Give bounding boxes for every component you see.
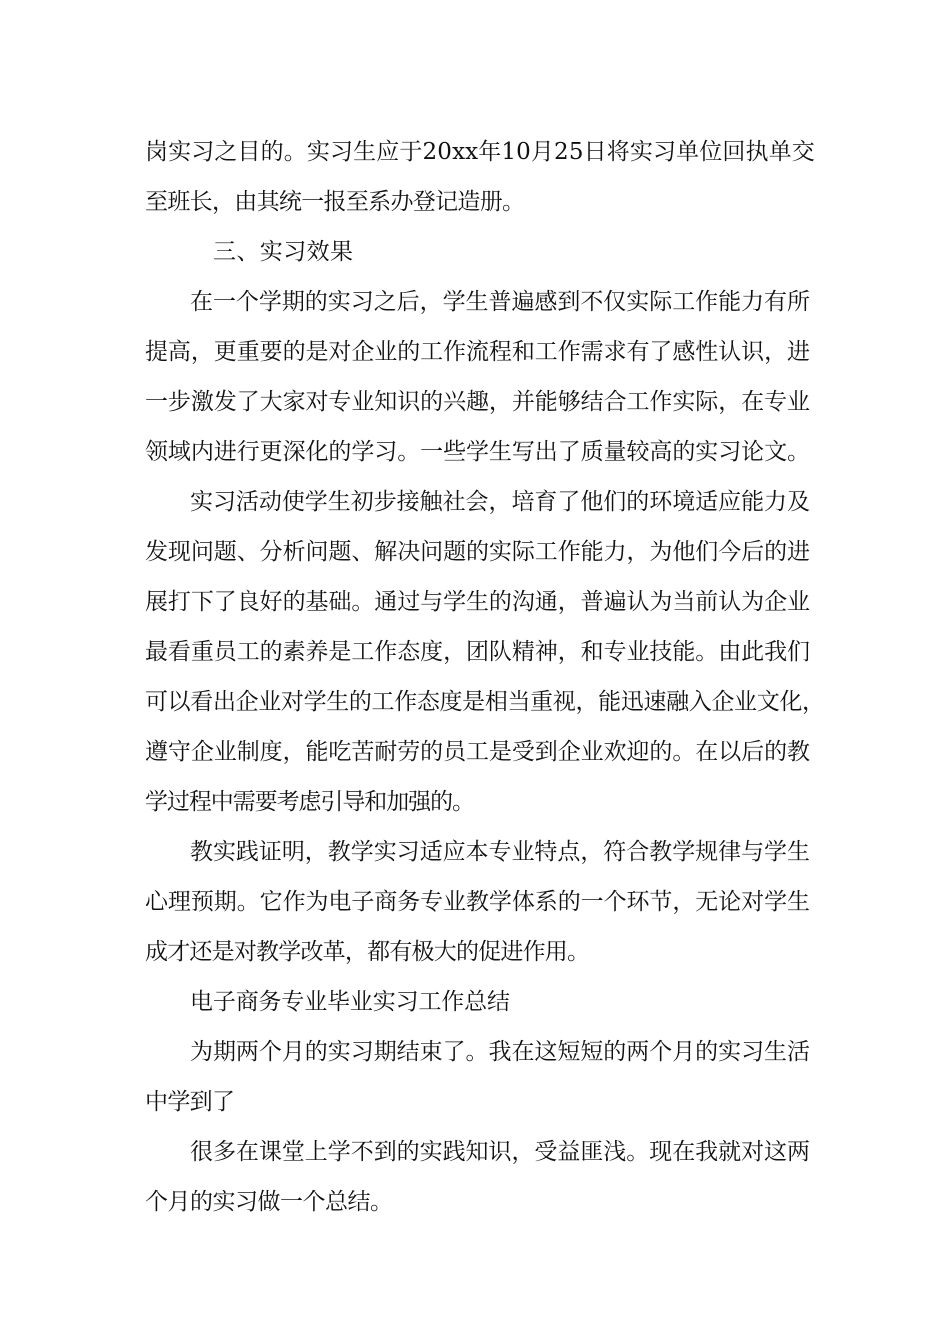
text-line: 心理预期。它作为电子商务专业教学体系的一个环节，无论对学生	[145, 889, 810, 915]
document-title: 电子商务专业毕业实习工作总结	[190, 989, 510, 1015]
text-line: 可以看出企业对学生的工作态度是相当重视，能迅速融入企业文化，	[145, 689, 825, 715]
text-line: 成才还是对教学改革，都有极大的促进作用。	[145, 939, 590, 965]
text-line: 岗实习之目的。实习生应于20xx年10月25日将实习单位回执单交	[145, 139, 815, 165]
text-line: 展打下了良好的基础。通过与学生的沟通，普遍认为当前认为企业	[145, 589, 810, 615]
text-line: 实习活动使学生初步接触社会，培育了他们的环境适应能力及	[190, 489, 810, 515]
text-line: 很多在课堂上学不到的实践知识，受益匪浅。现在我就对这两	[190, 1139, 810, 1165]
text-line: 提高，更重要的是对企业的工作流程和工作需求有了感性认识，进	[145, 339, 810, 365]
text-line: 一步激发了大家对专业知识的兴趣，并能够结合工作实际，在专业	[145, 389, 810, 415]
text-line: 至班长，由其统一报至系办登记造册。	[145, 189, 525, 215]
text-line: 中学到了	[145, 1089, 235, 1115]
text-line: 学过程中需要考虑引导和加强的。	[145, 789, 474, 815]
text-line: 领域内进行更深化的学习。一些学生写出了质量较高的实习论文。	[145, 439, 810, 465]
text-line: 遵守企业制度，能吃苦耐劳的员工是受到企业欢迎的。在以后的教	[145, 739, 810, 765]
text-line: 最看重员工的素养是工作态度，团队精神，和专业技能。由此我们	[145, 639, 810, 665]
text-line: 发现问题、分析问题、解决问题的实际工作能力，为他们今后的进	[145, 539, 810, 565]
text-line: 个月的实习做一个总结。	[145, 1189, 393, 1215]
text-line: 教实践证明，教学实习适应本专业特点，符合教学规律与学生	[190, 839, 810, 865]
text-line: 为期两个月的实习期结束了。我在这短短的两个月的实习生活	[190, 1039, 810, 1065]
section-heading: 三、实习效果	[213, 239, 354, 265]
text-line: 在一个学期的实习之后，学生普遍感到不仅实际工作能力有所	[190, 289, 810, 315]
